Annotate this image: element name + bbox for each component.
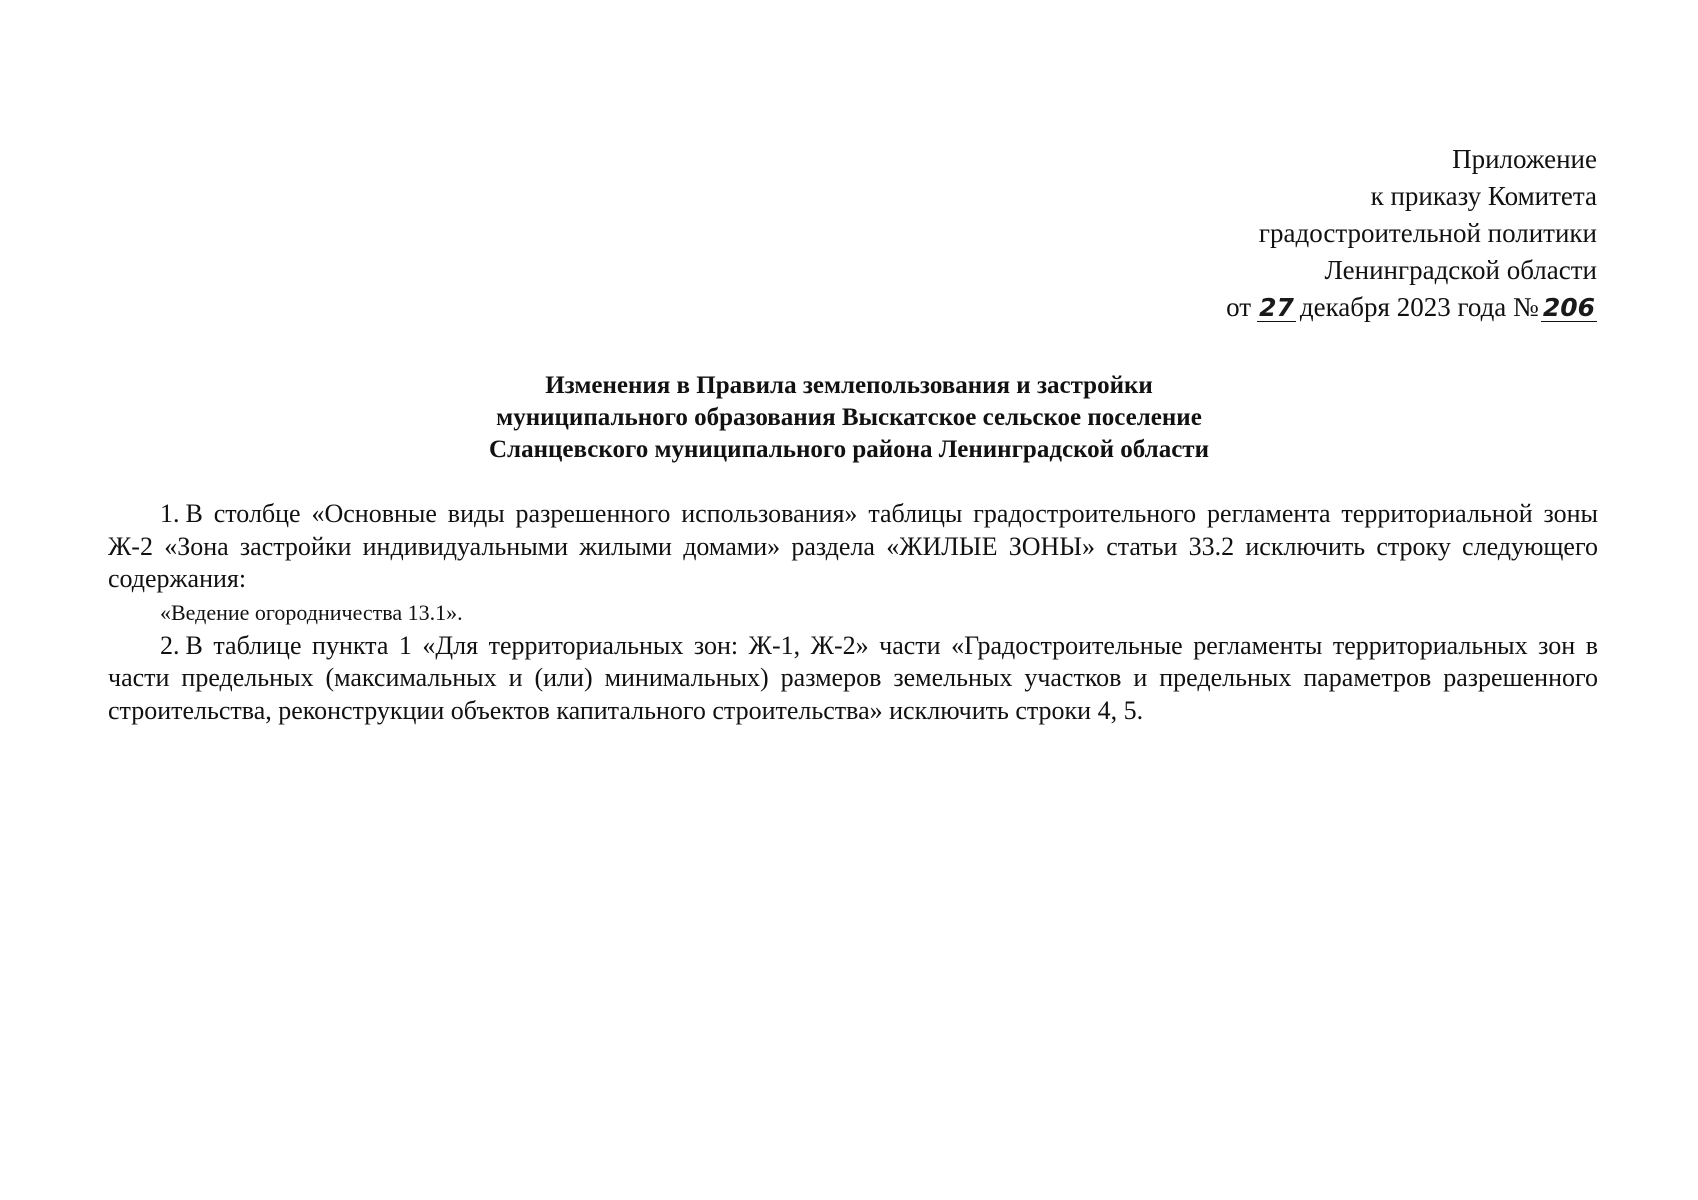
handwritten-order-number: 206 (1542, 293, 1595, 322)
handwritten-day: 27 (1259, 293, 1294, 322)
title-line-1: Изменения в Правила землепользования и застройки (545, 372, 1153, 399)
date-middle: декабря 2023 года № (1299, 292, 1539, 322)
excluded-row-quote: «Ведение огородничества 13.1». (160, 599, 463, 625)
item-1-text: В столбце «Основные виды разрешенного использования» таблицы градостроительного регламента территориальной зоны Ж-2 «Зона застройки индивидуальными жилыми домами» раздела «ЖИЛЫЕ ЗОНЫ» статьи 33.2 исключить строку следующего содержания: (108, 499, 1598, 593)
item-2-paragraph (108, 630, 1598, 728)
appendix-order-ref: к приказу Комитета (1370, 181, 1597, 211)
appendix-committee: градостроительной политики (1258, 218, 1597, 248)
item-1-number: 1. (160, 499, 180, 528)
title-line-2: муниципального образования Выскатское сельское поселение (496, 404, 1202, 431)
item-2-number: 2. (160, 630, 180, 660)
document-title (0, 370, 1698, 466)
title-line-3: Сланцевского муниципального района Ленинградской области (489, 436, 1209, 463)
item-2-text: В таблице пункта 1 «Для территориальных зон: Ж-1, Ж-2» части «Градостроительные регламенты территориальных зон в части предельных (максимальных и (или) минимальных) размеров земельных участков и предельных параметров разрешенного строительства, реконструкции объектов капитального строительства» исключить строки 4, 5. (108, 630, 1598, 725)
appendix-header (1226, 141, 1597, 326)
appendix-date-line (1226, 289, 1597, 326)
appendix-region: Ленинградской области (1324, 255, 1597, 285)
document-body (108, 498, 1598, 727)
date-prefix: от (1226, 292, 1252, 322)
appendix-label: Приложение (1452, 144, 1597, 174)
item-1-paragraph (108, 498, 1598, 596)
